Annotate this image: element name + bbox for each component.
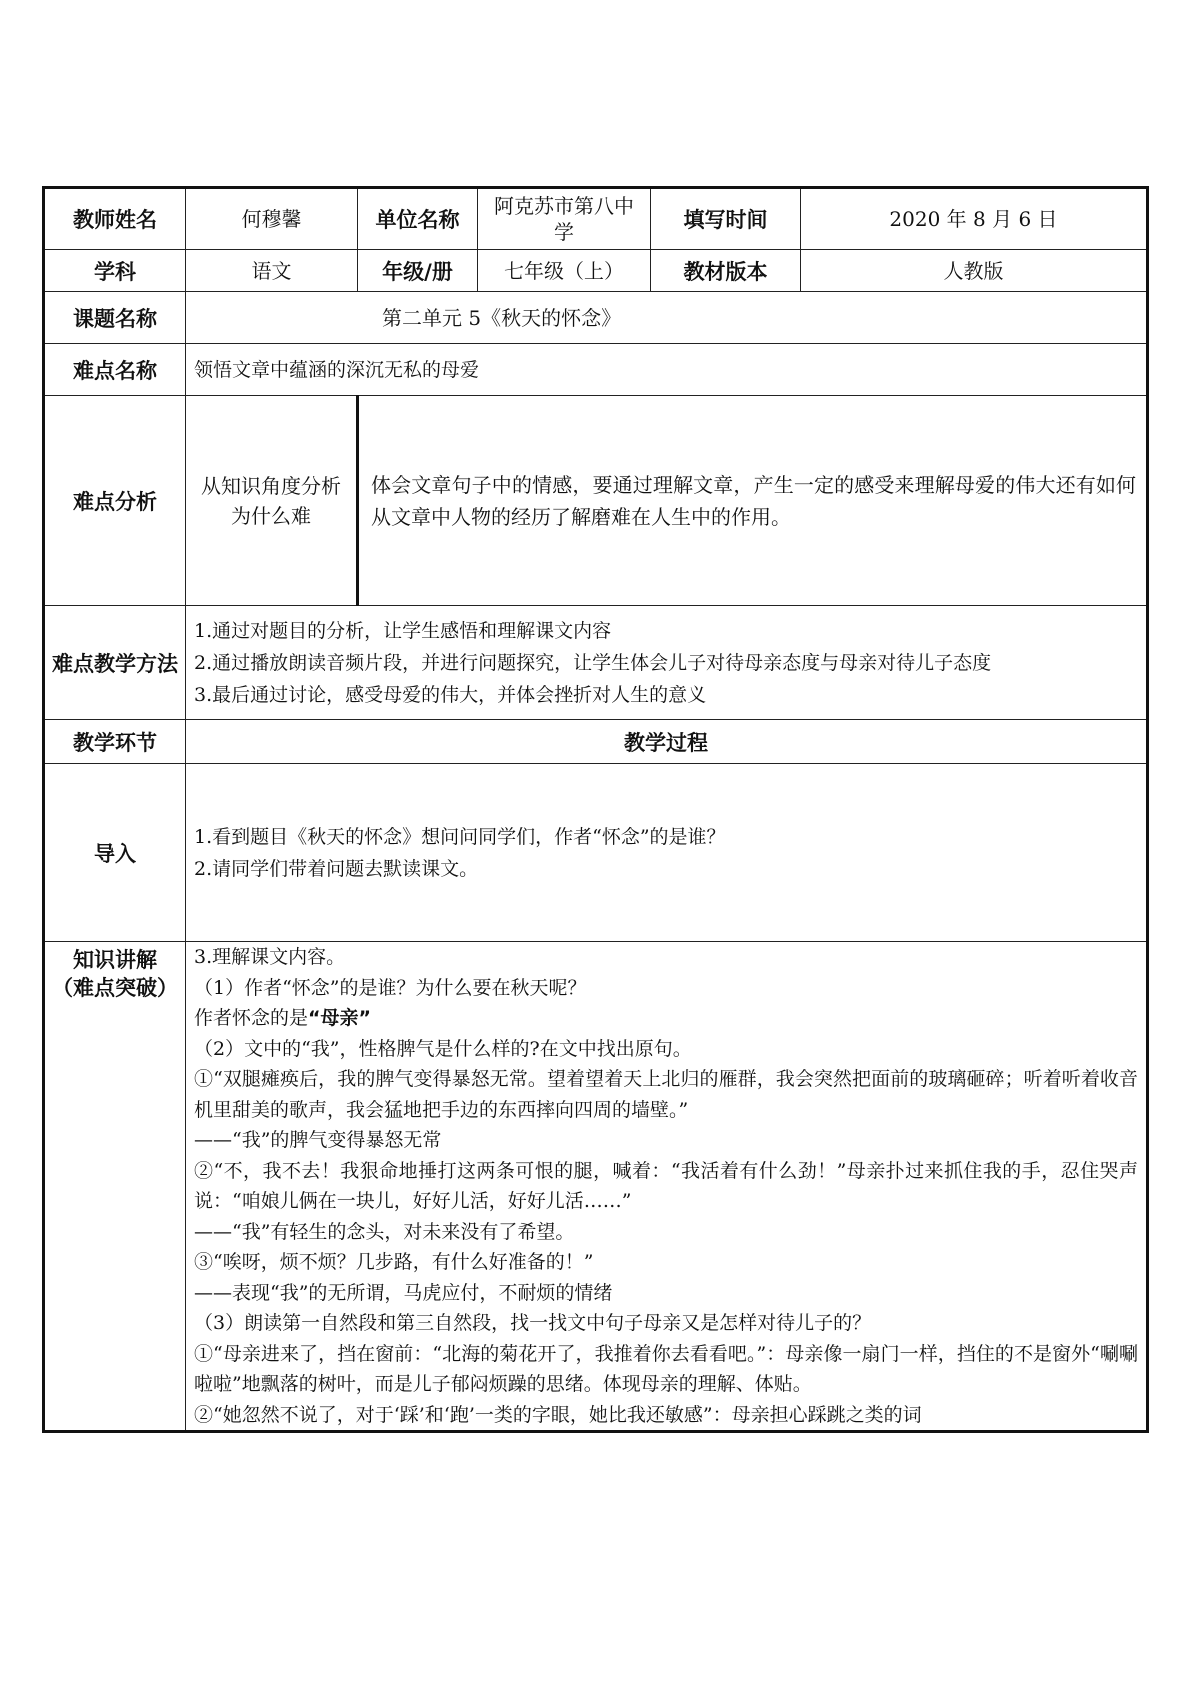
knowledge-line-6: ——“我”的脾气变得暴怒无常 bbox=[194, 1129, 442, 1151]
knowledge-line-3 bbox=[194, 1003, 1138, 1034]
knowledge-line-13: ②“她忽然不说了，对于‘踩’和‘跑’一类的字眼，她比我还敏感”：母亲担心踩跳之类的词 bbox=[194, 1403, 922, 1426]
teacher-label: 教师姓名 bbox=[44, 188, 186, 250]
row-knowledge bbox=[44, 942, 1148, 1432]
row-intro bbox=[44, 764, 1148, 942]
process-label: 教学过程 bbox=[186, 720, 1148, 764]
analysis-sub-label: 从知识角度分析为什么难 bbox=[186, 396, 358, 606]
method-item-2: 2.通过播放朗读音频片段，并进行问题探究，让学生体会儿子对待母亲态度与母亲对待儿子态度 bbox=[194, 651, 992, 674]
knowledge-label-line2: （难点突破） bbox=[52, 976, 178, 1000]
knowledge-line-8: ——“我”有轻生的念头，对未来没有了希望。 bbox=[194, 1220, 575, 1243]
method-item-1: 1.通过对题目的分析，让学生感悟和理解课文内容 bbox=[194, 619, 612, 642]
fill-date: 2020 年 8 月 6 日 bbox=[801, 188, 1148, 250]
edition-label: 教材版本 bbox=[651, 250, 801, 292]
row-process-header bbox=[44, 720, 1148, 764]
step-label: 教学环节 bbox=[44, 720, 186, 764]
knowledge-line-11: （3）朗读第一自然段和第三自然段，找一找文中句子母亲又是怎样对待儿子的？ bbox=[194, 1312, 872, 1334]
knowledge-line-1: 3.理解课文内容。 bbox=[194, 946, 346, 968]
knowledge-line-9: ③“唉呀，烦不烦？几步路，有什么好准备的！” bbox=[194, 1251, 594, 1273]
grade-label: 年级/册 bbox=[358, 250, 478, 292]
knowledge-line-10: ——表现“我”的无所谓，马虎应付，不耐烦的情绪 bbox=[194, 1281, 613, 1304]
edition-value: 人教版 bbox=[801, 250, 1148, 292]
row-topic bbox=[44, 292, 1148, 344]
intro-item-2: 2.请同学们带着问题去默读课文。 bbox=[194, 857, 479, 880]
subject-label: 学科 bbox=[44, 250, 186, 292]
difficulty-label: 难点名称 bbox=[44, 344, 186, 396]
row-subject bbox=[44, 250, 1148, 292]
row-difficulty bbox=[44, 344, 1148, 396]
subject-value: 语文 bbox=[186, 250, 358, 292]
unit-name: 阿克苏市第八中学 bbox=[478, 188, 651, 250]
date-label: 填写时间 bbox=[651, 188, 801, 250]
knowledge-label-line1: 知识讲解 bbox=[73, 948, 157, 972]
method-label: 难点教学方法 bbox=[44, 606, 186, 720]
analysis-label: 难点分析 bbox=[44, 396, 186, 606]
knowledge-label bbox=[44, 942, 186, 1432]
row-method bbox=[44, 606, 1148, 720]
knowledge-line-7: ②“不，我不去！我狠命地捶打这两条可恨的腿，喊着：“我活着有什么劲！”母亲扑过来抓住我的手，忍住哭声说：“咱娘儿俩在一块儿，好好儿活，好好儿活……” bbox=[194, 1159, 1138, 1212]
knowledge-line-12: ①“母亲进来了，挡在窗前：“北海的菊花开了，我推着你去看看吧。”：母亲像一扇门一样，挡住的不是窗外“唰唰啦啦”地飘落的树叶，而是儿子郁闷烦躁的思绪。体现母亲的理解、体贴。 bbox=[194, 1342, 1138, 1395]
teacher-name: 何穆馨 bbox=[186, 188, 358, 250]
analysis-value: 体会文章句子中的情感，要通过理解文章，产生一定的感受来理解母爱的伟大还有如何从文章中人物的经历了解磨难在人生中的作用。 bbox=[371, 472, 1136, 529]
method-items bbox=[186, 606, 1148, 720]
knowledge-line-4: （2）文中的“我”，性格脾气是什么样的?在文中找出原句。 bbox=[194, 1037, 692, 1060]
knowledge-line-5: ①“双腿瘫痪后，我的脾气变得暴怒无常。望着望着天上北归的雁群，我会突然把面前的玻璃砸碎；听着听着收音机里甜美的歌声，我会猛地把手边的东西摔向四周的墙壁。” bbox=[194, 1068, 1138, 1121]
intro-items bbox=[186, 764, 1148, 942]
knowledge-answer-mother: “母亲” bbox=[308, 1007, 371, 1029]
knowledge-content bbox=[186, 942, 1148, 1432]
unit-label: 单位名称 bbox=[358, 188, 478, 250]
row-analysis bbox=[44, 396, 1148, 606]
topic-value: 第二单元 5《秋天的怀念》 bbox=[186, 292, 1148, 344]
intro-item-1: 1.看到题目《秋天的怀念》想问问同学们，作者“怀念”的是谁？ bbox=[194, 825, 726, 848]
method-item-3: 3.最后通过讨论，感受母爱的伟大，并体会挫折对人生的意义 bbox=[194, 683, 707, 706]
difficulty-value: 领悟文章中蕴涵的深沉无私的母爱 bbox=[186, 344, 1148, 396]
knowledge-line-3-prefix: 作者怀念的是 bbox=[194, 1007, 309, 1029]
knowledge-line-2: （1）作者“怀念”的是谁？为什么要在秋天呢？ bbox=[194, 976, 587, 999]
analysis-value-cell bbox=[358, 396, 1148, 606]
lesson-plan-table bbox=[42, 186, 1149, 1433]
intro-label: 导入 bbox=[44, 764, 186, 942]
topic-label: 课题名称 bbox=[44, 292, 186, 344]
row-teacher bbox=[44, 188, 1148, 250]
grade-value: 七年级（上） bbox=[478, 250, 651, 292]
